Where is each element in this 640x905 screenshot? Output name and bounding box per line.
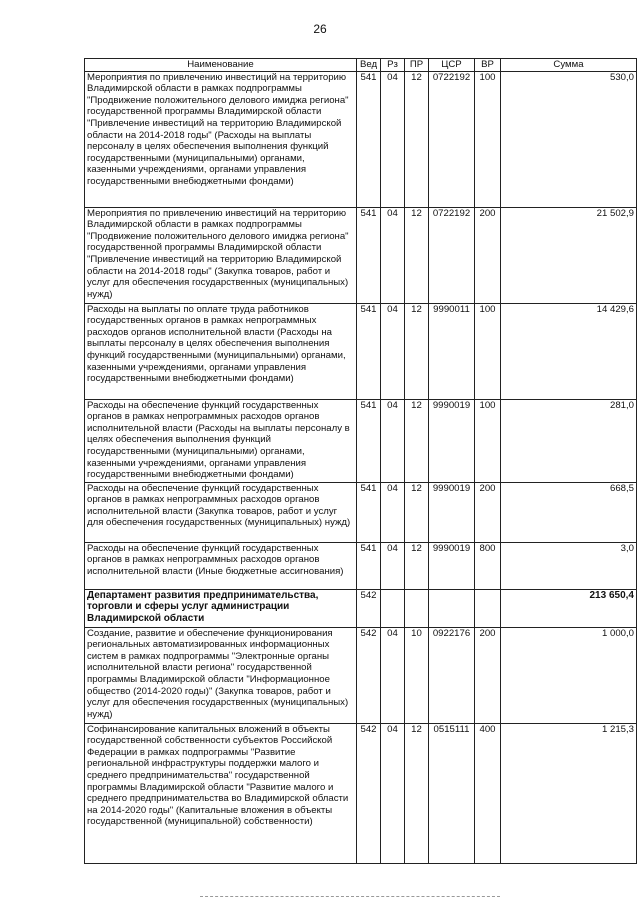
budget-table: [84, 58, 637, 864]
department-sum: 213 650,4: [501, 589, 637, 627]
row-csr: 9990019: [429, 399, 475, 482]
row-ved: 541: [357, 303, 381, 399]
department-name: Департамент развития предпринимательства, торговли и сферы услуг администрации Владимирской области: [85, 589, 357, 627]
row-pr: [405, 589, 429, 627]
row-pr: 12: [405, 542, 429, 589]
row-ved: 541: [357, 542, 381, 589]
row-csr: 0722192: [429, 207, 475, 303]
row-rz: 04: [381, 71, 405, 207]
row-rz: 04: [381, 542, 405, 589]
row-vr: 200: [475, 207, 501, 303]
row-sum: 21 502,9: [501, 207, 637, 303]
row-sum: 1 000,0: [501, 627, 637, 723]
footer-divider: [200, 896, 500, 897]
row-ved: 541: [357, 399, 381, 482]
table-row: [85, 207, 637, 303]
table-row: [85, 399, 637, 482]
header-pr: ПР: [405, 59, 429, 72]
row-sum: 3,0: [501, 542, 637, 589]
row-vr: 800: [475, 542, 501, 589]
row-csr: 9990019: [429, 482, 475, 542]
row-name: Расходы на выплаты по оплате труда работников государственных органов в рамках непрограммных расходов органов исполнительной власти (Расходы на выплаты персоналу в целях обеспечения выполнения функций государственными (муниципальными) органами, казенными учреждениями, органами управления государственными внебюджетными фондами): [85, 303, 357, 399]
row-rz: 04: [381, 482, 405, 542]
row-sum: 281,0: [501, 399, 637, 482]
row-rz: 04: [381, 207, 405, 303]
page-number: 26: [313, 22, 327, 36]
row-vr: [475, 589, 501, 627]
row-ved: 541: [357, 482, 381, 542]
row-vr: 200: [475, 627, 501, 723]
row-pr: 12: [405, 399, 429, 482]
row-name: Создание, развитие и обеспечение функционирования региональных автоматизированных информационных систем в рамках подпрограммы "Электронные органы исполнительной власти региона" государственной программы Владимирской области "Информационное общество (2014-2020 годы)" (Закупка товаров, работ и услуг для обеспечения государственных (муниципальных) нужд): [85, 627, 357, 723]
table-row: [85, 723, 637, 863]
table-row: [85, 482, 637, 542]
row-pr: 12: [405, 207, 429, 303]
row-rz: 04: [381, 399, 405, 482]
row-ved: 541: [357, 207, 381, 303]
row-name: Софинансирование капитальных вложений в объекты государственной собственности субъектов Российской Федерации в рамках подпрограммы "Развитие региональной инфраструктуры поддержки малого и среднего предпринимательства" государственной программы Владимирской области "Развитие малого и среднего предпринимательства во Владимирской области на 2014-2020 годы" (Капитальные вложения в объекты государственной (муниципальной) собственности): [85, 723, 357, 863]
row-csr: 0922176: [429, 627, 475, 723]
row-pr: 12: [405, 723, 429, 863]
row-name: Расходы на обеспечение функций государственных органов в рамках непрограммных расходов органов исполнительной власти (Расходы на выплаты персоналу в целях обеспечения выполнения функций государственными (муниципальными) органами, казенными учреждениями, органами управления государственными внебюджетными фондами): [85, 399, 357, 482]
table-header-row: [85, 59, 637, 72]
row-ved: 541: [357, 71, 381, 207]
row-name: Расходы на обеспечение функций государственных органов в рамках непрограммных расходов органов исполнительной власти (Иные бюджетные ассигнования): [85, 542, 357, 589]
row-ved: 542: [357, 627, 381, 723]
row-sum: 530,0: [501, 71, 637, 207]
row-pr: 10: [405, 627, 429, 723]
row-vr: 400: [475, 723, 501, 863]
table-row: [85, 627, 637, 723]
row-ved: 542: [357, 589, 381, 627]
department-row: [85, 589, 637, 627]
row-name: Расходы на обеспечение функций государственных органов в рамках непрограммных расходов органов исполнительной власти (Закупка товаров, работ и услуг для обеспечения государственных (муниципальных) нужд): [85, 482, 357, 542]
table-row: [85, 71, 637, 207]
table-row: [85, 303, 637, 399]
header-rz: Рз: [381, 59, 405, 72]
row-vr: 100: [475, 71, 501, 207]
header-sum: Сумма: [501, 59, 637, 72]
row-pr: 12: [405, 482, 429, 542]
row-vr: 100: [475, 399, 501, 482]
header-name: Наименование: [85, 59, 357, 72]
row-csr: 9990019: [429, 542, 475, 589]
row-ved: 542: [357, 723, 381, 863]
row-csr: 0515111: [429, 723, 475, 863]
row-sum: 1 215,3: [501, 723, 637, 863]
row-rz: [381, 589, 405, 627]
row-sum: 14 429,6: [501, 303, 637, 399]
row-csr: 0722192: [429, 71, 475, 207]
header-csr: ЦСР: [429, 59, 475, 72]
header-ved: Вед: [357, 59, 381, 72]
row-csr: [429, 589, 475, 627]
table-row: [85, 542, 637, 589]
row-name: Мероприятия по привлечению инвестиций на территорию Владимирской области в рамках подпрограммы "Продвижение положительного делового имиджа региона" государственной программы Владимирской области "Привлечение инвестиций на территорию Владимирской области на 2014-2018 годы" (Закупка товаров, работ и услуг для обеспечения государственных (муниципальных) нужд): [85, 207, 357, 303]
row-rz: 04: [381, 303, 405, 399]
row-pr: 12: [405, 71, 429, 207]
row-rz: 04: [381, 627, 405, 723]
row-vr: 100: [475, 303, 501, 399]
row-pr: 12: [405, 303, 429, 399]
row-csr: 9990011: [429, 303, 475, 399]
row-sum: 668,5: [501, 482, 637, 542]
row-vr: 200: [475, 482, 501, 542]
row-rz: 04: [381, 723, 405, 863]
row-name: Мероприятия по привлечению инвестиций на территорию Владимирской области в рамках подпрограммы "Продвижение положительного делового имиджа региона" государственной программы Владимирской области "Привлечение инвестиций на территорию Владимирской области на 2014-2018 годы" (Расходы на выплаты персоналу в целях обеспечения выполнения функций государственными (муниципальными) органами, казенными учреждениями, органами управления государственными внебюджетными фондами): [85, 71, 357, 207]
header-vr: ВР: [475, 59, 501, 72]
